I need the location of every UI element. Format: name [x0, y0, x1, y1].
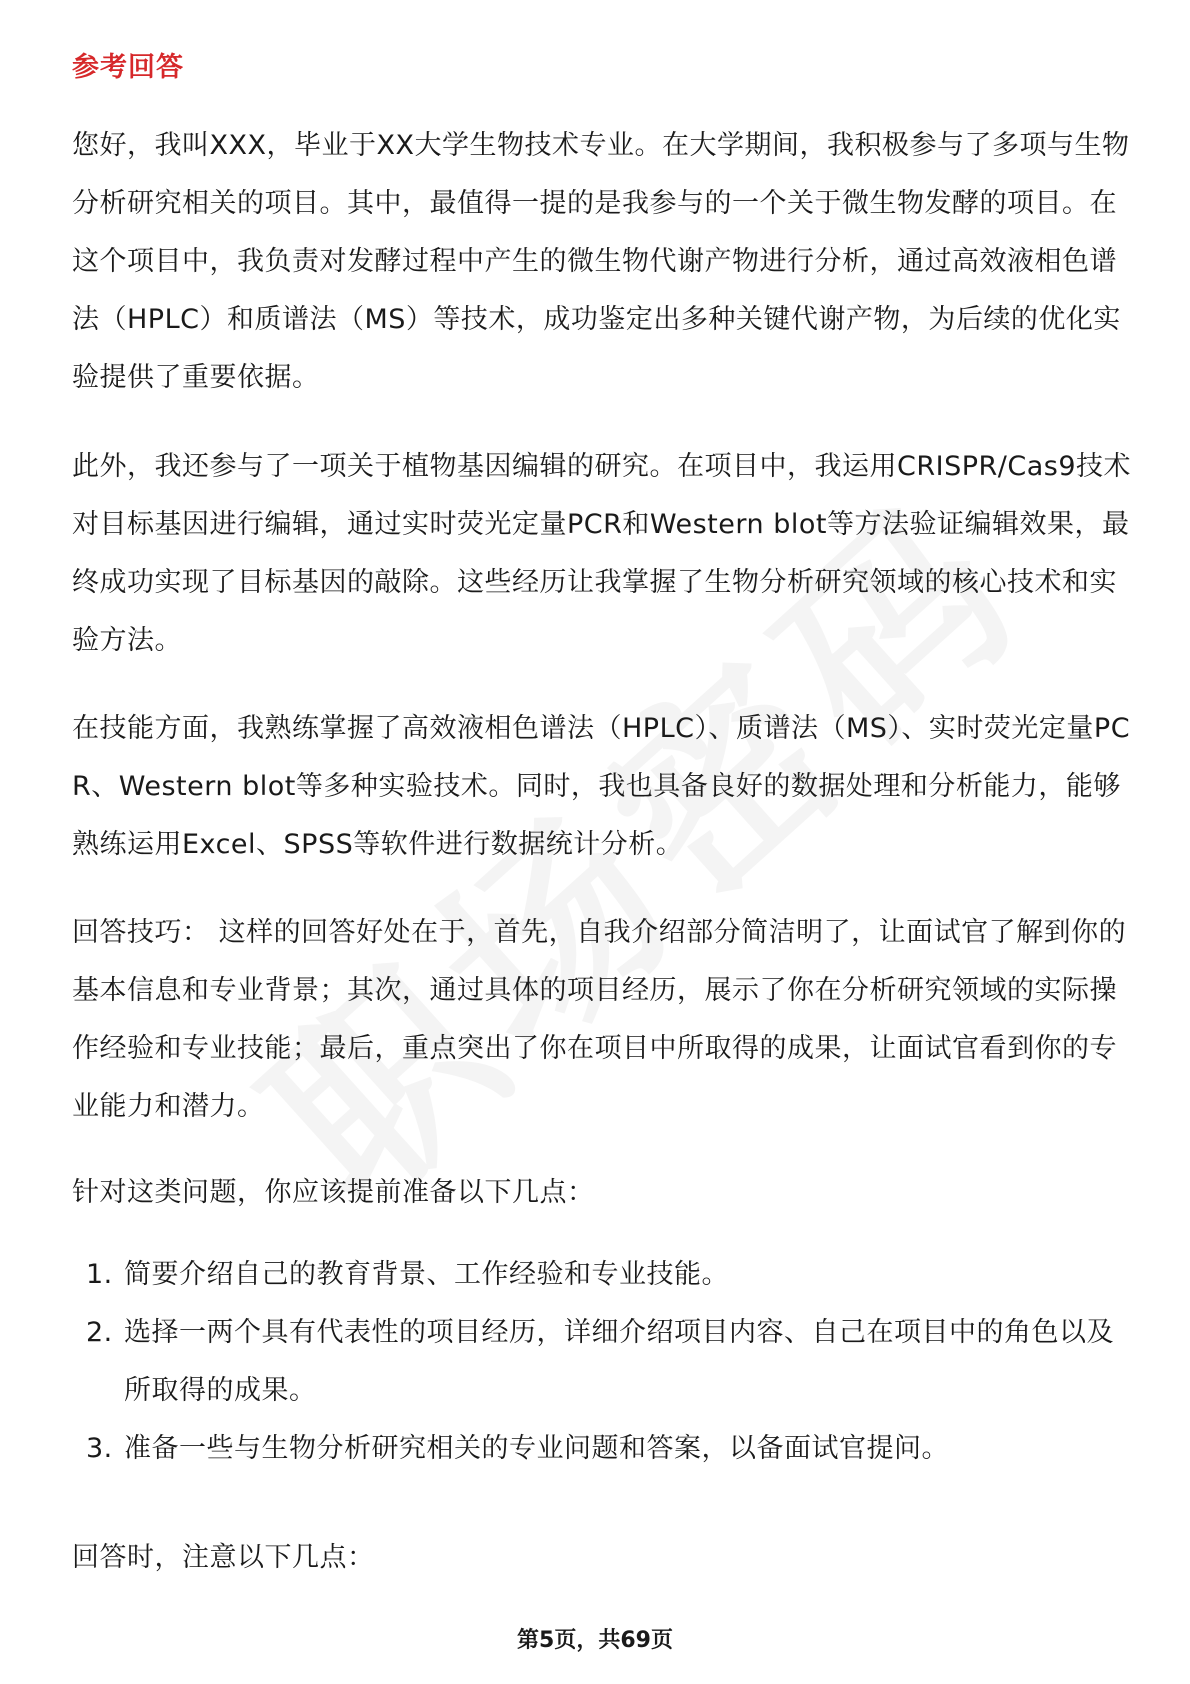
list-item	[72, 1420, 1132, 1478]
list-item-number: 3.	[86, 1433, 113, 1464]
page-number-footer: 第5页，共69页	[517, 1628, 673, 1653]
list-item	[72, 1304, 1132, 1420]
list-item-number: 2.	[86, 1317, 113, 1348]
list-item-text: 简要介绍自己的教育背景、工作经验和专业技能。	[124, 1259, 729, 1290]
list-item-text: 准备一些与生物分析研究相关的专业问题和答案，以备面试官提问。	[124, 1433, 949, 1464]
answer-notes-intro: 回答时，注意以下几点：	[72, 1542, 375, 1573]
list-item-number: 1.	[86, 1259, 113, 1290]
list-item-text: 选择一两个具有代表性的项目经历，详细介绍项目内容、自己在项目中的角色以及所取得的成果。	[124, 1317, 1114, 1406]
list-item	[72, 1246, 1132, 1304]
answer-paragraph-research: 此外，我还参与了一项关于植物基因编辑的研究。在项目中，我运用CRISPR/Cas9技术对目标基因进行编辑，通过实时荧光定量PCR和Western blot等方法验证编辑效果，最终成功实现了目标基因的敲除。这些经历让我掌握了生物分析研究领域的核心技术和实验方法。	[72, 451, 1131, 656]
preparation-list	[72, 1246, 1132, 1478]
answer-tips-paragraph: 回答技巧： 这样的回答好处在于，首先，自我介绍部分简洁明了，让面试官了解到你的基本信息和专业背景；其次，通过具体的项目经历，展示了你在分析研究领域的实际操作经验和专业技能；最后，重点突出了你在项目中所取得的成果，让面试官看到你的专业能力和潜力。	[72, 917, 1127, 1122]
preparation-intro: 针对这类问题，你应该提前准备以下几点：	[72, 1177, 595, 1208]
answer-paragraph-skills: 在技能方面，我熟练掌握了高效液相色谱法（HPLC）、质谱法（MS）、实时荧光定量PCR、Western blot等多种实验技术。同时，我也具备良好的数据处理和分析能力，能够熟练运用Excel、SPSS等软件进行数据统计分析。	[72, 713, 1131, 860]
answer-paragraph-intro: 您好，我叫XXX，毕业于XX大学生物技术专业。在大学期间，我积极参与了多项与生物分析研究相关的项目。其中，最值得一提的是我参与的一个关于微生物发酵的项目。在这个项目中，我负责对发酵过程中产生的微生物代谢产物进行分析，通过高效液相色谱法（HPLC）和质谱法（MS）等技术，成功鉴定出多种关键代谢产物，为后续的优化实验提供了重要依据。	[72, 130, 1130, 393]
section-title: 参考回答	[72, 52, 184, 83]
